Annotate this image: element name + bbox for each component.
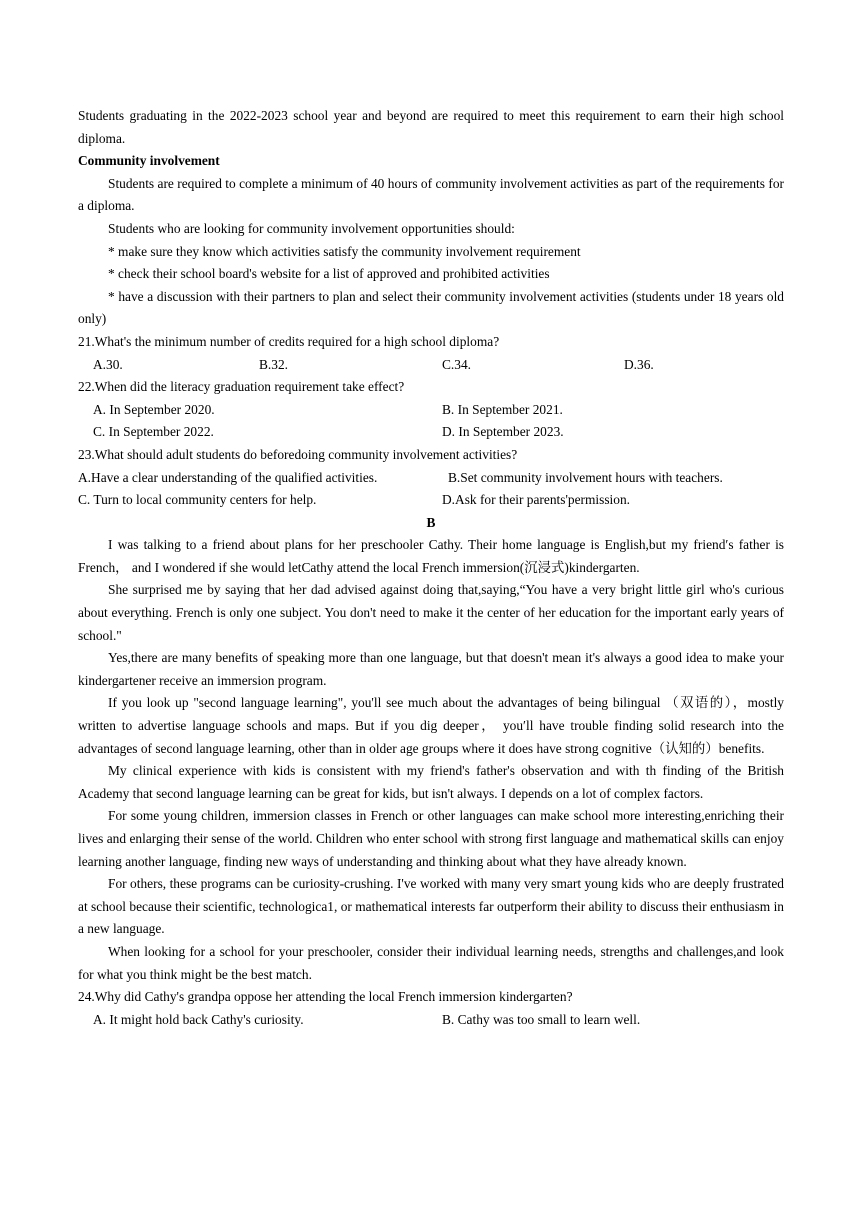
question-21-options: [78, 354, 784, 377]
q21-option-d: D.36.: [624, 356, 654, 372]
intro-paragraph: Students graduating in the 2022-2023 school year and beyond are required to meet this requirement to earn their high school diploma.: [78, 108, 784, 146]
passage-b-label: B: [426, 514, 436, 530]
q21-option-a: A.30.: [93, 356, 123, 372]
community-bullet-3: * have a discussion with their partners to plan and select their community involvement activities (students under 18 years old only): [78, 288, 784, 327]
passage-b-paragraph-8: When looking for a school for your preschooler, consider their individual learning needs, strengths and challenges,and look for what you think might be the best match.: [78, 943, 784, 982]
passage-b-paragraph-5: My clinical experience with kids is consistent with my friend's father's observation and with th finding of the British Academy that second language learning can be great for kids, but isn't always. I depends on a lot of complex factors.: [78, 763, 784, 801]
question-24-options: [78, 1009, 784, 1032]
passage-b-paragraph-1: I was talking to a friend about plans for her preschooler Cathy. Their home language is English,but my friend′s father is French， and I wondered if she would letCathy attend the local French immersion(沉浸式)kindergarten.: [78, 537, 784, 575]
passage-b-paragraph-3: Yes,there are many benefits of speaking more than one language, but that doesn't mean it's always a good idea to make your kindergartener receive an immersion program.: [78, 650, 784, 688]
passage-b-paragraph-6: For some young children, immersion classes in French or other languages can make school more interesting,enriching their lives and enlarging their sense of the world. Children who enter school with strong first language and mathematical skills can enjoy learning another language, finding new ways of understanding and thinking about what they have already known.: [78, 808, 784, 869]
question-21-stem: 21.What's the minimum number of credits required for a high school diploma?: [78, 333, 500, 349]
question-22-stem: 22.When did the literacy graduation requirement take effect?: [78, 379, 405, 395]
q22-option-a: A. In September 2020.: [93, 401, 215, 417]
q22-option-c: C. In September 2022.: [93, 424, 214, 440]
question-24-stem: 24.Why did Cathy's grandpa oppose her attending the local French immersion kindergarten?: [78, 989, 573, 1005]
q24-option-b: B. Cathy was too small to learn well.: [442, 1011, 641, 1027]
q22-option-b: B. In September 2021.: [442, 401, 563, 417]
community-bullet-2: * check their school board's website for a list of approved and prohibited activities: [108, 266, 550, 282]
question-23-options-row-2: [78, 489, 784, 512]
q23-option-c: C. Turn to local community centers for help.: [78, 492, 317, 508]
q21-option-c: C.34.: [442, 356, 472, 372]
community-paragraph-2: Students who are looking for community involvement opportunities should:: [108, 220, 515, 236]
q23-option-a: A.Have a clear understanding of the qualified activities.: [78, 469, 378, 485]
passage-b-paragraph-7: For others, these programs can be curiosity-crushing. I've worked with many very smart young kids who are deeply frustrated at school because their scientific, technologica1, or mathematical interests far outperform their ability to discuss their enthusiasm in a new language.: [78, 876, 784, 937]
q24-option-a: A. It might hold back Cathy's curiosity.: [93, 1011, 304, 1027]
q22-option-d: D. In September 2023.: [442, 424, 564, 440]
q23-option-d: D.Ask for their parents'permission.: [442, 492, 630, 508]
section-heading-community: Community involvement: [78, 153, 220, 169]
question-23-stem: 23.What should adult students do beforedoing community involvement activities?: [78, 446, 518, 462]
question-22-options-row-2: [78, 421, 784, 444]
question-22-options-row-1: [78, 399, 784, 422]
passage-b-paragraph-2: She surprised me by saying that her dad advised against doing that,saying,“You have a very bright little girl who's curious about everything. French is only one subject. You don't need to make it the center of her education for the important early years of school.": [78, 582, 784, 643]
q21-option-b: B.32.: [259, 356, 289, 372]
q23-option-b: B.Set community involvement hours with teachers.: [448, 469, 723, 485]
community-paragraph-1: Students are required to complete a minimum of 40 hours of community involvement activities as part of the requirements for a diploma.: [78, 175, 784, 214]
passage-b-paragraph-4: If you look up "second language learning", you'll see much about the advantages of being bilingual （双语的），mostly written to advertise language schools and maps. But if you dig deeper， you′ll have trouble finding solid research into the advantages of second language learning, other than in older age groups where it does have strong cognitive（认知的）benefits.: [78, 695, 784, 756]
document-page: [78, 105, 784, 1031]
community-bullet-1: * make sure they know which activities satisfy the community involvement requirement: [108, 243, 581, 259]
question-23-options-row-1: [78, 467, 784, 490]
